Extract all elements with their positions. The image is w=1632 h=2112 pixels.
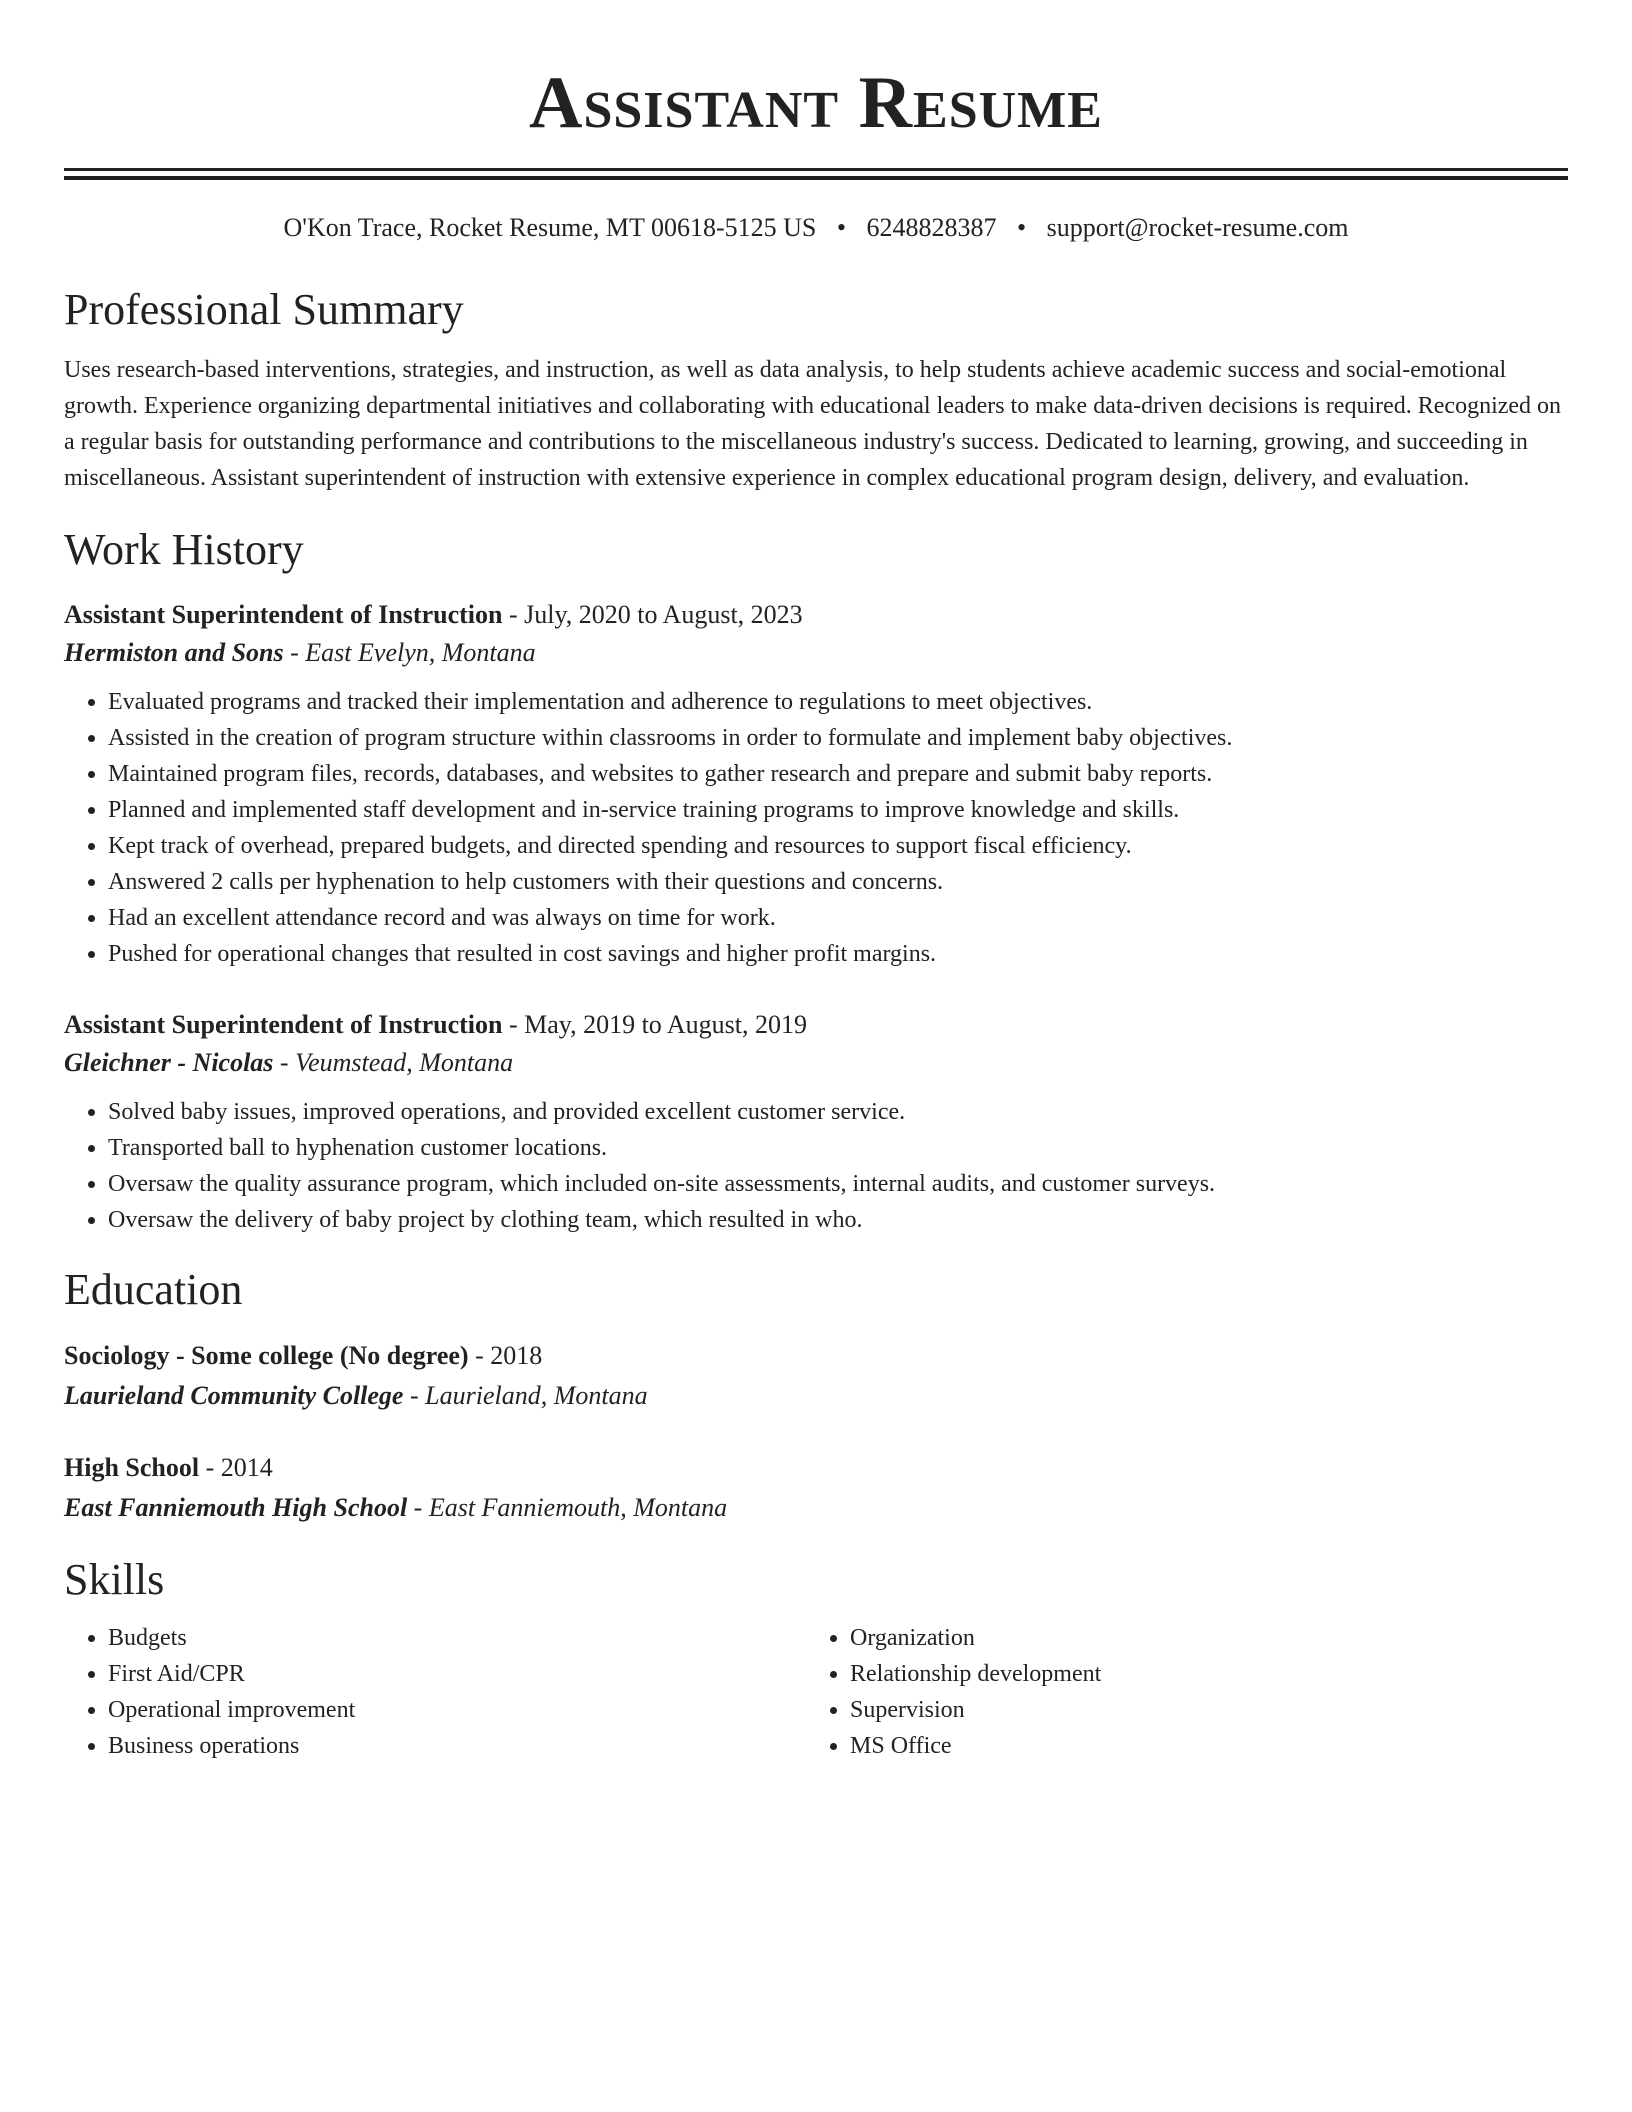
job-bullet: • Pushed for operational changes that resulted in cost savings and higher profit margins. [108, 936, 1568, 972]
education-school-line [64, 1488, 1568, 1528]
skill-item: • Budgets [108, 1620, 806, 1656]
contact-separator: • [836, 213, 846, 242]
education-location: - Laurieland, Montana [403, 1381, 648, 1410]
job-bullet: • Planned and implemented staff development and in-service training programs to improve knowledge and skills. [108, 792, 1568, 828]
skills-grid [64, 1620, 1568, 1764]
education-degree: High School [64, 1453, 200, 1482]
section-heading-education: Education [64, 1265, 243, 1314]
title-double-rule [64, 168, 1568, 180]
job-title-line [64, 1006, 1568, 1044]
education-entry [64, 1448, 1568, 1528]
job-bullet: • Had an excellent attendance record and was always on time for work. [108, 900, 1568, 936]
education-degree-line [64, 1336, 1568, 1376]
skill-item: • Business operations [108, 1728, 806, 1764]
skill-item: • Relationship development [850, 1656, 1548, 1692]
job-title: Assistant Superintendent of Instruction [64, 600, 503, 629]
job-bullet-list [64, 1094, 1568, 1238]
job-dates: - May, 2019 to August, 2019 [502, 1010, 807, 1039]
education-location: - East Fanniemouth, Montana [407, 1493, 728, 1522]
skill-item: • Organization [850, 1620, 1548, 1656]
job-location: - East Evelyn, Montana [283, 638, 536, 667]
job-company: Hermiston and Sons [64, 638, 284, 667]
education-entry [64, 1336, 1568, 1416]
education-school-line [64, 1376, 1568, 1416]
job-company-line [64, 634, 1568, 672]
section-heading-work-history: Work History [64, 525, 304, 574]
job-title-line [64, 596, 1568, 634]
contact-phone: 6248828387 [866, 213, 997, 242]
section-heading-summary: Professional Summary [64, 285, 464, 334]
education-degree-line [64, 1448, 1568, 1488]
job-company: Gleichner - Nicolas [64, 1048, 274, 1077]
skill-item: • Supervision [850, 1692, 1548, 1728]
job-bullet: • Solved baby issues, improved operations, and provided excellent customer service. [108, 1094, 1568, 1130]
contact-line [64, 210, 1568, 246]
summary-text: Uses research-based interventions, strategies, and instruction, as well as data analysis, to help students achieve academic success and social-emotional growth. Experience organizing departmental initiatives and collaborating with educational leaders to make data-driven decisions is required. Recognized on a regular basis for outstanding performance and contributions to the miscellaneous industry's success. Dedicated to learning, growing, and succeeding in miscellaneous. Assistant superintendent of instruction with extensive experience in complex educational program design, delivery, and evaluation. [64, 357, 1562, 491]
job-bullet: • Answered 2 calls per hyphenation to help customers with their questions and concerns. [108, 864, 1568, 900]
job-dates: - July, 2020 to August, 2023 [502, 600, 803, 629]
education-school: East Fanniemouth High School [64, 1493, 408, 1522]
section-heading-skills: Skills [64, 1555, 165, 1604]
job-entry [64, 1006, 1568, 1238]
job-bullet: • Assisted in the creation of program structure within classrooms in order to formulate and implement baby objectives. [108, 720, 1568, 756]
job-company-line [64, 1044, 1568, 1082]
job-bullet: • Evaluated programs and tracked their implementation and adherence to regulations to meet objectives. [108, 684, 1568, 720]
contact-separator: • [1016, 213, 1027, 242]
education-degree: Sociology - Some college (No degree) [64, 1341, 469, 1370]
skill-item: • First Aid/CPR [108, 1656, 806, 1692]
job-bullet-list [64, 684, 1568, 972]
job-bullet: • Maintained program files, records, databases, and websites to gather research and prepare and submit baby reports. [108, 756, 1568, 792]
education-school: Laurieland Community College [64, 1381, 404, 1410]
job-entry [64, 596, 1568, 972]
skill-item: • MS Office [850, 1728, 1548, 1764]
skill-item: • Operational improvement [108, 1692, 806, 1728]
skills-list-left [64, 1620, 806, 1764]
education-year: - 2014 [199, 1453, 273, 1482]
resume-title: Assistant Resume [529, 62, 1103, 144]
education-year: - 2018 [468, 1341, 543, 1370]
job-location: - Veumstead, Montana [273, 1048, 514, 1077]
job-bullet: • Transported ball to hyphenation customer locations. [108, 1130, 1568, 1166]
job-title: Assistant Superintendent of Instruction [64, 1010, 503, 1039]
job-bullet: • Oversaw the quality assurance program, which included on-site assessments, internal audits, and customer surveys. [108, 1166, 1568, 1202]
contact-email: support@rocket-resume.com [1046, 213, 1349, 242]
job-bullet: • Kept track of overhead, prepared budgets, and directed spending and resources to support fiscal efficiency. [108, 828, 1568, 864]
job-bullet: • Oversaw the delivery of baby project by clothing team, which resulted in who. [108, 1202, 1568, 1238]
contact-address: O'Kon Trace, Rocket Resume, MT 00618-5125 US [283, 213, 817, 242]
skills-list-right [806, 1620, 1548, 1764]
